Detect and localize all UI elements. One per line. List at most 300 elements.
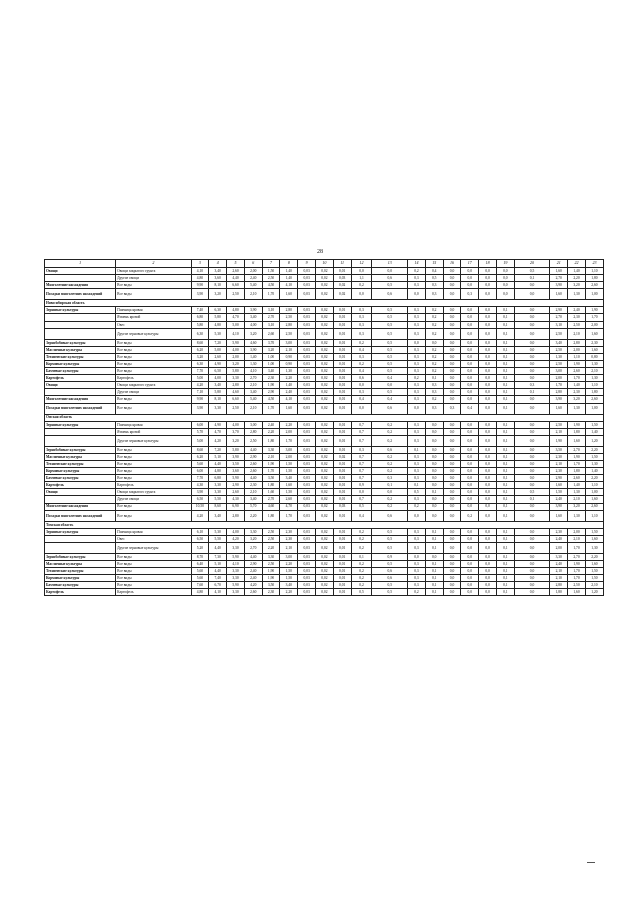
value-cell: 0,1: [514, 496, 550, 503]
value-cell: 5,80: [227, 446, 245, 453]
value-cell: 0,5: [372, 561, 408, 568]
value-cell: 0,3: [408, 353, 426, 360]
value-cell: 0,0: [461, 339, 479, 346]
value-cell: 0,01: [333, 561, 351, 568]
value-cell: 0,03: [298, 435, 316, 446]
value-cell: 0,3: [408, 314, 426, 321]
value-cell: 4,00: [209, 375, 227, 382]
value-cell: 0,01: [333, 403, 351, 414]
value-cell: 0,02: [316, 553, 334, 560]
value-cell: 0,3: [408, 360, 426, 367]
value-cell: 2,10: [585, 582, 603, 589]
value-cell: 0,2: [372, 496, 408, 503]
region-name: Омская область: [45, 414, 604, 421]
value-cell: 0,1: [496, 396, 514, 403]
value-cell: 0,5: [425, 275, 443, 282]
value-cell: 2,60: [244, 468, 262, 475]
value-cell: 0,0: [496, 268, 514, 275]
value-cell: 1,10: [585, 482, 603, 489]
table-row: [45, 503, 604, 510]
value-cell: 0,1: [372, 482, 408, 489]
value-cell: 0,4: [351, 510, 372, 521]
value-cell: 1,60: [585, 535, 603, 542]
value-cell: 1,60: [280, 403, 298, 414]
value-cell: 0,2: [372, 435, 408, 446]
value-cell: 0,02: [316, 535, 334, 542]
value-cell: 0,03: [298, 368, 316, 375]
value-cell: 0,4: [425, 268, 443, 275]
value-cell: 0,2: [372, 468, 408, 475]
value-cell: 0,1: [496, 582, 514, 589]
value-cell: 0,0: [479, 575, 497, 582]
value-cell: 0,3: [408, 568, 426, 575]
value-cell: 2,20: [280, 589, 298, 596]
value-cell: 0,0: [461, 475, 479, 482]
table-row: [45, 496, 604, 503]
value-cell: 0,03: [298, 528, 316, 535]
value-cell: 0,5: [514, 489, 550, 496]
value-cell: 0,03: [298, 403, 316, 414]
value-cell: 1,50: [585, 421, 603, 428]
value-cell: 2,20: [585, 553, 603, 560]
value-cell: 5,90: [227, 553, 245, 560]
table-row: [45, 582, 604, 589]
value-cell: 4,60: [227, 389, 245, 396]
value-cell: 3,20: [191, 353, 209, 360]
value-cell: 0,0: [479, 528, 497, 535]
value-cell: 2,50: [280, 314, 298, 321]
value-cell: 0,0: [514, 582, 550, 589]
value-cell: 0,1: [514, 389, 550, 396]
value-cell: 1,10: [585, 382, 603, 389]
value-cell: 0,0: [443, 428, 461, 435]
value-cell: 0,0: [443, 375, 461, 382]
value-cell: 0,0: [514, 510, 550, 521]
value-cell: 0,02: [316, 428, 334, 435]
value-cell: 2,70: [568, 446, 586, 453]
value-cell: 2,80: [227, 382, 245, 389]
table-row: [45, 575, 604, 582]
value-cell: 0,03: [298, 482, 316, 489]
value-cell: 1,90: [262, 568, 280, 575]
value-cell: 0,90: [280, 360, 298, 367]
value-cell: 3,20: [209, 289, 227, 300]
value-cell: 0,03: [298, 275, 316, 282]
value-cell: 0,5: [372, 321, 408, 328]
value-cell: 0,01: [333, 489, 351, 496]
value-cell: 0,0: [443, 553, 461, 560]
table-row: [45, 382, 604, 389]
value-cell: 0,4: [461, 403, 479, 414]
table-row: [45, 435, 604, 446]
value-cell: 0,01: [333, 582, 351, 589]
value-cell: 0,0: [479, 582, 497, 589]
crop-group-cell: Масличные культуры: [45, 346, 116, 353]
crop-group-cell: Бахчевые культуры: [45, 368, 116, 375]
value-cell: 0,5: [372, 339, 408, 346]
crop-group-cell: Многолетние насаждения: [45, 396, 116, 403]
value-cell: 0,5: [372, 282, 408, 289]
value-cell: 0,2: [351, 568, 372, 575]
value-cell: 4,40: [209, 460, 227, 467]
value-cell: 4,90: [209, 421, 227, 428]
value-cell: 1,00: [262, 360, 280, 367]
value-cell: 4,10: [280, 282, 298, 289]
value-cell: 3,90: [244, 346, 262, 353]
value-cell: 3,00: [280, 339, 298, 346]
value-cell: 0,3: [408, 468, 426, 475]
value-cell: 4,80: [191, 589, 209, 596]
value-cell: 0,0: [351, 382, 372, 389]
value-cell: 2,60: [585, 503, 603, 510]
value-cell: 0,0: [479, 475, 497, 482]
column-number: 4: [209, 260, 227, 268]
value-cell: 8,10: [209, 282, 227, 289]
crop-group-cell: [45, 389, 116, 396]
value-cell: 2,10: [585, 368, 603, 375]
value-cell: 0,03: [298, 503, 316, 510]
value-cell: 0,0: [479, 446, 497, 453]
column-number: 8: [280, 260, 298, 268]
value-cell: 0,0: [514, 328, 550, 339]
value-cell: 0,0: [461, 275, 479, 282]
value-cell: 0,03: [298, 375, 316, 382]
crop-type-cell: Все виды: [116, 353, 191, 360]
crop-group-cell: Зерновые культуры: [45, 528, 116, 535]
value-cell: 1,70: [568, 575, 586, 582]
column-number: 6: [244, 260, 262, 268]
value-cell: 0,03: [298, 510, 316, 521]
crop-group-cell: Масличные культуры: [45, 453, 116, 460]
value-cell: 1,70: [262, 468, 280, 475]
value-cell: 0,3: [408, 582, 426, 589]
crop-group-cell: [45, 328, 116, 339]
value-cell: 0,02: [333, 289, 351, 300]
value-cell: 1,50: [585, 453, 603, 460]
value-cell: 1,10: [585, 510, 603, 521]
value-cell: 0,0: [443, 346, 461, 353]
value-cell: 1,40: [280, 268, 298, 275]
value-cell: 0,0: [351, 403, 372, 414]
value-cell: 0,1: [425, 561, 443, 568]
value-cell: 1,90: [568, 453, 586, 460]
crop-type-cell: Все виды: [116, 339, 191, 346]
crop-type-cell: Другие овощи: [116, 496, 191, 503]
value-cell: 1,40: [585, 428, 603, 435]
value-cell: 0,0: [443, 568, 461, 575]
value-cell: 3,20: [227, 360, 245, 367]
value-cell: 5,20: [191, 542, 209, 553]
value-cell: 2,10: [262, 453, 280, 460]
value-cell: 0,01: [333, 396, 351, 403]
value-cell: 2,60: [262, 328, 280, 339]
value-cell: 6,60: [227, 396, 245, 403]
value-cell: 0,2: [425, 328, 443, 339]
crop-group-cell: Картофель: [45, 375, 116, 382]
value-cell: 0,0: [372, 268, 408, 275]
value-cell: 2,50: [280, 328, 298, 339]
value-cell: 6,80: [209, 475, 227, 482]
value-cell: 0,03: [298, 446, 316, 453]
value-cell: 0,2: [425, 368, 443, 375]
crop-group-cell: Зерновые культуры: [45, 307, 116, 314]
value-cell: 0,2: [351, 282, 372, 289]
value-cell: 3,90: [191, 289, 209, 300]
value-cell: 4,50: [262, 396, 280, 403]
table-row: [45, 375, 604, 382]
value-cell: 1,30: [568, 489, 586, 496]
value-cell: 5,80: [209, 314, 227, 321]
value-cell: 2,60: [244, 460, 262, 467]
value-cell: 2,10: [550, 460, 568, 467]
crop-group-cell: [45, 542, 116, 553]
value-cell: 0,0: [479, 496, 497, 503]
value-cell: 1,40: [244, 353, 262, 360]
value-cell: 0,0: [461, 421, 479, 428]
value-cell: 0,3: [408, 535, 426, 542]
value-cell: 2,50: [227, 403, 245, 414]
table-row: [45, 321, 604, 328]
value-cell: 0,0: [461, 307, 479, 314]
value-cell: 0,01: [333, 435, 351, 446]
column-number: 16: [443, 260, 461, 268]
value-cell: 0,2: [351, 542, 372, 553]
value-cell: 0,0: [514, 314, 550, 321]
value-cell: 7,20: [209, 446, 227, 453]
value-cell: 0,0: [479, 314, 497, 321]
crop-type-cell: Овес: [116, 535, 191, 542]
value-cell: 1,10: [568, 353, 586, 360]
value-cell: 0,3: [408, 382, 426, 389]
value-cell: 1,90: [550, 435, 568, 446]
value-cell: 1,40: [585, 468, 603, 475]
value-cell: 2,30: [280, 528, 298, 535]
value-cell: 1,90: [262, 382, 280, 389]
value-cell: 5,30: [209, 328, 227, 339]
value-cell: 0,2: [351, 561, 372, 568]
table-row: [45, 510, 604, 521]
value-cell: 0,0: [461, 553, 479, 560]
value-cell: 0,1: [425, 568, 443, 575]
value-cell: 1,70: [550, 382, 568, 389]
value-cell: 1,80: [262, 482, 280, 489]
value-cell: 0,1: [425, 582, 443, 589]
value-cell: 5,80: [191, 321, 209, 328]
value-cell: 0,5: [514, 268, 550, 275]
value-cell: 0,80: [585, 353, 603, 360]
crop-type-cell: Пшеница яровая: [116, 528, 191, 535]
value-cell: 0,01: [333, 496, 351, 503]
value-cell: 0,6: [351, 375, 372, 382]
value-cell: 0,3: [408, 453, 426, 460]
value-cell: 0,1: [496, 353, 514, 360]
value-cell: 0,0: [425, 435, 443, 446]
value-cell: 1,70: [585, 314, 603, 321]
value-cell: 0,01: [333, 339, 351, 346]
value-cell: 0,90: [280, 353, 298, 360]
value-cell: 0,0: [514, 282, 550, 289]
value-cell: 4,30: [227, 496, 245, 503]
value-cell: 0,5: [372, 307, 408, 314]
table-row: [45, 275, 604, 282]
table-row: [45, 353, 604, 360]
value-cell: 0,0: [351, 489, 372, 496]
value-cell: 0,0: [425, 428, 443, 435]
value-cell: 0,0: [461, 468, 479, 475]
value-cell: 0,02: [316, 582, 334, 589]
value-cell: 0,2: [425, 396, 443, 403]
value-cell: 2,60: [280, 496, 298, 503]
value-cell: 0,0: [514, 503, 550, 510]
value-cell: 0,0: [479, 453, 497, 460]
value-cell: 0,02: [316, 307, 334, 314]
value-cell: 0,03: [298, 314, 316, 321]
value-cell: 0,0: [514, 453, 550, 460]
column-number: 23: [585, 260, 603, 268]
value-cell: 5,70: [191, 428, 209, 435]
crop-group-cell: Овощи: [45, 489, 116, 496]
value-cell: 0,03: [298, 582, 316, 589]
value-cell: 0,4: [351, 396, 372, 403]
column-number: 15: [425, 260, 443, 268]
value-cell: 3,90: [191, 489, 209, 496]
crop-group-cell: Технические культуры: [45, 460, 116, 467]
value-cell: 3,30: [550, 553, 568, 560]
value-cell: 0,3: [425, 382, 443, 389]
value-cell: 0,3: [408, 389, 426, 396]
value-cell: 2,00: [244, 268, 262, 275]
value-cell: 0,02: [316, 568, 334, 575]
value-cell: 0,0: [443, 368, 461, 375]
value-cell: 0,3: [351, 307, 372, 314]
table-body: [45, 260, 604, 596]
value-cell: 0,02: [316, 360, 334, 367]
value-cell: 0,1: [496, 446, 514, 453]
value-cell: 0,02: [316, 460, 334, 467]
value-cell: 0,0: [514, 421, 550, 428]
table-row: [45, 396, 604, 403]
region-row: [45, 414, 604, 421]
value-cell: 0,0: [479, 289, 497, 300]
value-cell: 3,40: [209, 510, 227, 521]
value-cell: 1,50: [550, 489, 568, 496]
column-number: 21: [550, 260, 568, 268]
value-cell: 0,3: [351, 353, 372, 360]
value-cell: 0,3: [443, 403, 461, 414]
value-cell: 0,0: [461, 503, 479, 510]
value-cell: 0,0: [443, 460, 461, 467]
value-cell: 0,0: [479, 321, 497, 328]
crop-type-cell: Все виды: [116, 582, 191, 589]
value-cell: 2,40: [244, 568, 262, 575]
value-cell: 0,2: [351, 339, 372, 346]
value-cell: 0,0: [425, 339, 443, 346]
value-cell: 7,30: [209, 553, 227, 560]
crop-type-cell: Все виды: [116, 403, 191, 414]
value-cell: 0,0: [461, 453, 479, 460]
value-cell: 0,02: [316, 482, 334, 489]
value-cell: 3,50: [550, 446, 568, 453]
value-cell: 1,80: [550, 589, 568, 596]
crop-group-cell: Технические культуры: [45, 353, 116, 360]
value-cell: 0,2: [372, 428, 408, 435]
value-cell: 4,00: [244, 321, 262, 328]
value-cell: 6,80: [191, 314, 209, 321]
value-cell: 0,01: [333, 460, 351, 467]
value-cell: 0,02: [316, 321, 334, 328]
value-cell: 0,0: [461, 575, 479, 582]
value-cell: 0,02: [316, 403, 334, 414]
value-cell: 0,03: [298, 307, 316, 314]
value-cell: 2,90: [227, 482, 245, 489]
value-cell: 5,40: [244, 282, 262, 289]
value-cell: 2,90: [550, 307, 568, 314]
value-cell: 5,90: [227, 475, 245, 482]
value-cell: 0,03: [298, 282, 316, 289]
value-cell: 0,03: [298, 575, 316, 582]
table-row: [45, 468, 604, 475]
value-cell: 0,2: [372, 460, 408, 467]
value-cell: 0,9: [351, 482, 372, 489]
value-cell: 0,3: [425, 289, 443, 300]
value-cell: 0,0: [461, 353, 479, 360]
value-cell: 2,10: [280, 542, 298, 553]
value-cell: 2,10: [550, 575, 568, 582]
value-cell: 4,40: [209, 568, 227, 575]
value-cell: 1,30: [568, 289, 586, 300]
value-cell: 1,60: [262, 489, 280, 496]
value-cell: 1,80: [568, 428, 586, 435]
value-cell: 0,02: [316, 421, 334, 428]
value-cell: 2,60: [585, 396, 603, 403]
value-cell: 2,60: [227, 268, 245, 275]
crop-group-cell: Кормовые культуры: [45, 360, 116, 367]
crop-group-cell: Многолетние насаждения: [45, 282, 116, 289]
value-cell: 0,02: [316, 475, 334, 482]
value-cell: 0,1: [425, 535, 443, 542]
value-cell: 0,5: [372, 535, 408, 542]
value-cell: 6,00: [191, 421, 209, 428]
value-cell: 0,03: [298, 460, 316, 467]
value-cell: 0,1: [496, 389, 514, 396]
value-cell: 0,0: [514, 468, 550, 475]
value-cell: 1,90: [568, 360, 586, 367]
value-cell: 5,90: [227, 339, 245, 346]
value-cell: 1,70: [568, 568, 586, 575]
region-row: [45, 300, 604, 307]
value-cell: 0,1: [514, 275, 550, 282]
value-cell: 3,30: [262, 553, 280, 560]
value-cell: 1,60: [280, 289, 298, 300]
value-cell: 4,90: [209, 360, 227, 367]
value-cell: 3,90: [191, 403, 209, 414]
value-cell: 0,3: [408, 460, 426, 467]
value-cell: 2,10: [550, 428, 568, 435]
value-cell: 2,80: [280, 321, 298, 328]
value-cell: 0,01: [333, 589, 351, 596]
value-cell: 0,01: [333, 528, 351, 535]
value-cell: 0,5: [372, 360, 408, 367]
value-cell: 6,60: [227, 282, 245, 289]
value-cell: 0,7: [351, 475, 372, 482]
column-number: 9: [298, 260, 316, 268]
crop-type-cell: Все виды: [116, 468, 191, 475]
value-cell: 0,0: [372, 489, 408, 496]
value-cell: 0,0: [461, 389, 479, 396]
value-cell: 4,10: [209, 589, 227, 596]
value-cell: 0,0: [443, 510, 461, 521]
value-cell: 0,0: [479, 553, 497, 560]
